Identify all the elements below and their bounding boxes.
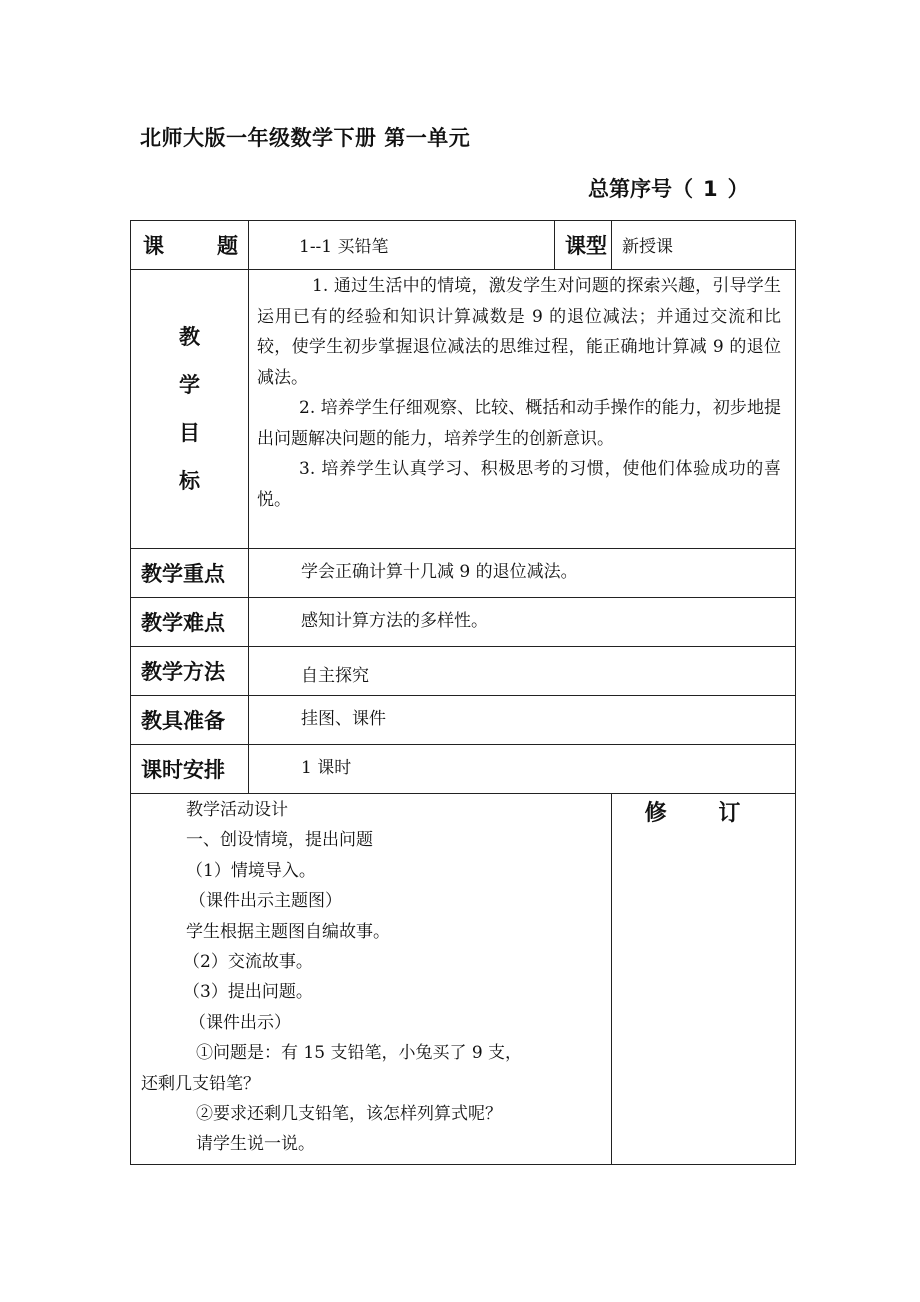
difficulty-row: [131, 598, 796, 647]
schedule-value: 1 课时: [249, 745, 796, 794]
objective-item: 3. 培养学生认真学习、积极思考的习惯，使他们体验成功的喜悦。: [257, 459, 781, 510]
topic-label-char-1: 课: [143, 234, 164, 258]
objectives-label-char: 学: [179, 373, 200, 397]
activity-line: （课件出示）: [189, 1012, 291, 1033]
schedule-label: 课时安排: [131, 745, 249, 794]
serial-label: 总第序号（: [588, 177, 693, 201]
serial-close: ）: [727, 177, 749, 201]
objectives-row: [131, 270, 796, 549]
activity-line: （课件出示主题图）: [189, 891, 342, 912]
topic-label: [131, 221, 249, 270]
topic-label-char-2: 题: [217, 234, 238, 258]
activity-line: （2）交流故事。: [183, 952, 313, 973]
activity-line: ①问题是：有 15 支铅笔，小兔买了 9 支，: [196, 1043, 523, 1064]
revision-column: [612, 794, 796, 1165]
type-value: 新授课: [612, 221, 796, 270]
objective-item: 2. 培养学生仔细观察、比较、概括和动手操作的能力，初步地提出问题解决问题的能力，培养学生的创新意识。: [257, 398, 781, 449]
method-label: 教学方法: [131, 647, 249, 696]
key-point-label: 教学重点: [131, 549, 249, 598]
activity-line: 教学活动设计: [186, 800, 288, 820]
activity-line: 一、创设情境，提出问题: [186, 830, 373, 851]
objectives-label: [131, 270, 249, 549]
activity-line: （1）情境导入。: [186, 860, 316, 881]
method-row: [131, 647, 796, 696]
revision-label: 修 订: [644, 801, 763, 826]
activity-line: 还剩几支铅笔？: [141, 1073, 260, 1094]
activity-row: [131, 794, 796, 1165]
topic-row: [131, 221, 796, 270]
activity-line: ②要求还剩几支铅笔，该怎样列算式呢？: [196, 1104, 502, 1125]
schedule-row: [131, 745, 796, 794]
tools-row: [131, 696, 796, 745]
difficulty-label: 教学难点: [131, 598, 249, 647]
document-title: 北师大版一年级数学下册 第一单元: [140, 126, 471, 150]
serial-number: [588, 173, 749, 203]
topic-value: 1--1 买铅笔: [249, 221, 555, 270]
objective-item: 1. 通过生活中的情境，激发学生对问题的探索兴趣，引导学生运用已有的经验和知识计算减数是 9 的退位减法；并通过交流和比较，使学生初步掌握退位减法的思维过程，能正确地计算减 9 的退位减法。: [257, 276, 781, 388]
method-value: 自主探究: [249, 647, 796, 696]
objectives-label-char: 教: [179, 325, 200, 349]
difficulty-value: 感知计算方法的多样性。: [249, 598, 796, 647]
tools-label: 教具准备: [131, 696, 249, 745]
lesson-plan-table: [130, 220, 796, 1165]
serial-value: 1: [703, 177, 718, 201]
activity-line: 学生根据主题图自编故事。: [186, 921, 390, 942]
key-point-value: 学会正确计算十几减 9 的退位减法。: [249, 549, 796, 598]
activity-line: （3）提出问题。: [183, 982, 313, 1003]
objectives-content: [249, 270, 796, 549]
tools-value: 挂图、课件: [249, 696, 796, 745]
key-point-row: [131, 549, 796, 598]
type-label: 课型: [555, 221, 612, 270]
objectives-label-char: 目: [179, 421, 200, 445]
objectives-label-char: 标: [179, 469, 200, 493]
activity-line: 请学生说一说。: [196, 1134, 315, 1155]
activity-content: [131, 794, 612, 1165]
